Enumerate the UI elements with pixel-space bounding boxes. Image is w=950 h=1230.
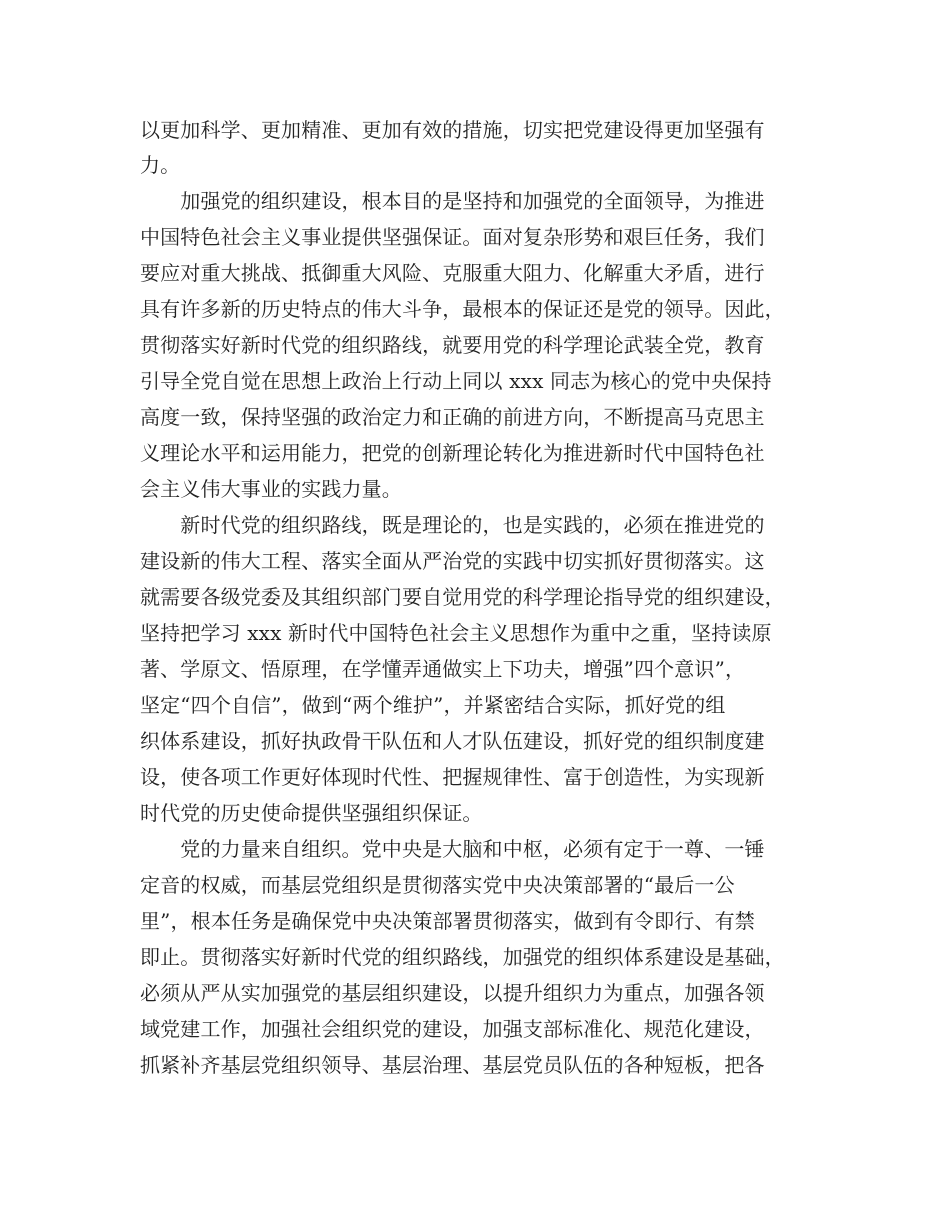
text-line: 会主义伟大事业的实践力量。: [140, 477, 402, 501]
text-line: 抓紧补齐基层党组织领导、基层治理、基层党员队伍的各种短板，把各: [140, 1053, 765, 1077]
text-line: 以更加科学、更加精准、更加有效的措施，切实把党建设得更加坚强有: [140, 118, 765, 142]
text-line: 中国特色社会主义事业提供坚强保证。面对复杂形势和艰巨任务，我们: [140, 225, 765, 249]
text-line: 力。: [140, 153, 181, 177]
text-line: 里”，根本任务是确保党中央决策部署贯彻落实，做到有令即行、有禁: [140, 909, 755, 933]
text-line: 著、学原文、悟原理，在学懂弄通做实上下功夫，增强”四个意识”，: [140, 657, 746, 681]
text-line: 引导全党自觉在思想上政治上行动上同以 xxx 同志为核心的党中央保持: [140, 369, 772, 393]
text-line: 坚持把学习 xxx 新时代中国特色社会主义思想作为重中之重，坚持读原: [140, 621, 772, 645]
text-line: 设，使各项工作更好体现时代性、把握规律性、富于创造性，为实现新: [140, 765, 765, 789]
text-line: 域党建工作，加强社会组织党的建设，加强支部标准化、规范化建设，: [140, 1017, 765, 1041]
text-line: 就需要各级党委及其组织部门要自觉用党的科学理论指导党的组织建设，: [140, 585, 785, 609]
text-line: 具有许多新的历史特点的伟大斗争，最根本的保证还是党的领导。因此，: [140, 297, 785, 321]
text-line: 义理论水平和运用能力，把党的创新理论转化为推进新时代中国特色社: [140, 441, 765, 465]
text-line: 即止。贯彻落实好新时代党的组织路线，加强党的组织体系建设是基础，: [140, 945, 785, 969]
text-line: 时代党的历史使命提供坚强组织保证。: [140, 801, 483, 825]
text-line: 必须从严从实加强党的基层组织建设，以提升组织力为重点，加强各领: [140, 981, 765, 1005]
text-line: 贯彻落实好新时代党的组织路线，就要用党的科学理论武装全党，教育: [140, 333, 765, 357]
text-line: 高度一致，保持坚强的政治定力和正确的前进方向，不断提高马克思主: [140, 405, 765, 429]
text-line: 定音的权威，而基层党组织是贯彻落实党中央决策部署的“最后一公: [140, 873, 735, 897]
text-line: 织体系建设，抓好执政骨干队伍和人才队伍建设，抓好党的组织制度建: [140, 729, 765, 753]
paragraph-2-start: 加强党的组织建设，根本目的是坚持和加强党的全面领导，为推进: [140, 189, 765, 213]
text-line: 要应对重大挑战、抵御重大风险、克服重大阻力、化解重大矛盾，进行: [140, 261, 765, 285]
paragraph-4-start: 党的力量来自组织。党中央是大脑和中枢，必须有定于一尊、一锤: [140, 837, 765, 861]
text-line: 坚定“四个自信”，做到“两个维护”，并紧密结合实际，抓好党的组: [140, 693, 726, 717]
text-line: 建设新的伟大工程、落实全面从严治党的实践中切实抓好贯彻落实。这: [140, 549, 765, 573]
paragraph-3-start: 新时代党的组织路线，既是理论的，也是实践的，必须在推进党的: [140, 513, 765, 537]
